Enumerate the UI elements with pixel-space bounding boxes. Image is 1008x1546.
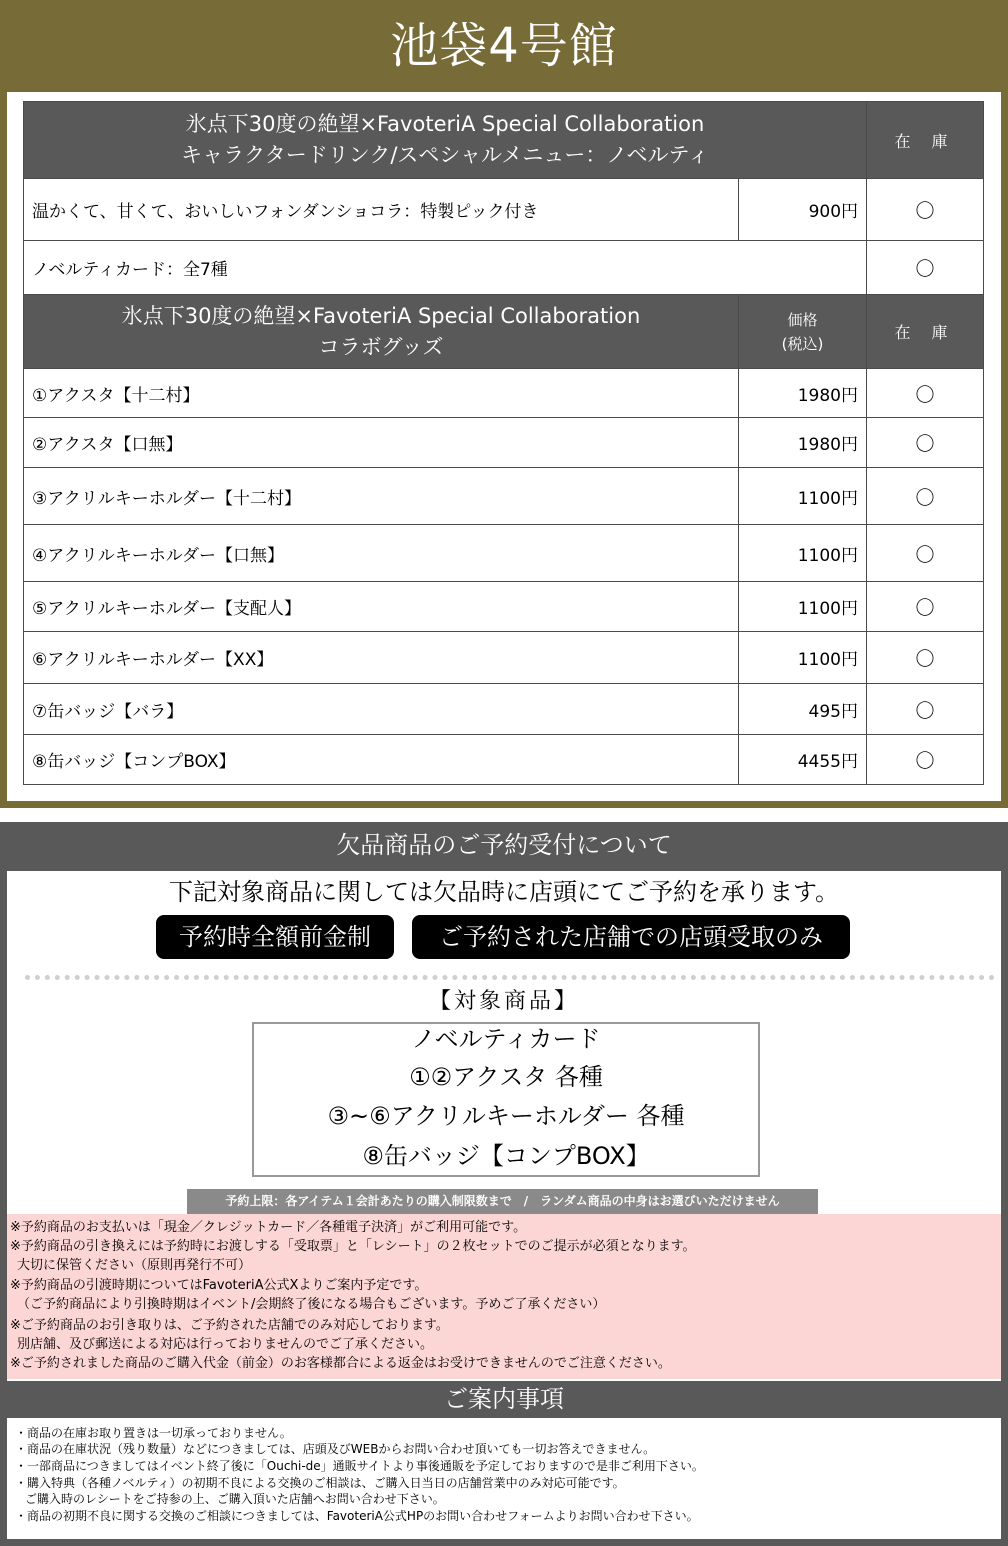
- item-name: ①アクスタ【十二村】: [24, 369, 739, 418]
- note-line: ※予約商品の引渡時期についてはFavoteriA公式Xよりご案内予定です。: [10, 1278, 428, 1293]
- note-line: 別店舗、及び郵送による対応は行っておりませんのでご了承ください。: [17, 1337, 434, 1352]
- note-line: ※ご予約されました商品のご購入代金（前金）のお客様都合による返金はお受けできませんのでご注意ください。: [10, 1356, 671, 1371]
- item-name: ⑥アクリルキーホルダー【XX】: [24, 632, 739, 684]
- stock-mark: 〇: [867, 468, 984, 525]
- list-item: ①②アクスタ 各種: [409, 1063, 603, 1091]
- stock-mark: 〇: [867, 582, 984, 632]
- goods-table: [23, 294, 984, 785]
- table-row: [24, 241, 984, 295]
- reservation-heading: 欠品商品のご予約受付について: [336, 831, 672, 859]
- table-row: [24, 632, 984, 684]
- note-line: ※ご予約商品のお引き取りは、ご予約された店舗でのみ対応しております。: [10, 1318, 449, 1333]
- item-price: 900円: [739, 179, 867, 241]
- guide-line: ・商品の在庫状況（残り数量）などにつきましては、店頭及びWEBからお問い合わせ頂いても一切お答えできません。: [15, 1442, 656, 1456]
- item-name: ⑧缶バッジ【コンプBOX】: [24, 735, 739, 785]
- item-price: 1100円: [739, 525, 867, 582]
- table-row: [24, 684, 984, 735]
- table-row: [24, 468, 984, 525]
- reservation-notes: [7, 1214, 1001, 1379]
- guide-line: ・購入特典（各種ノベルティ）の初期不良による交換のご相談は、ご購入日当日の店舗営業中のみ対応可能です。: [15, 1476, 625, 1490]
- reservation-panel: [0, 822, 1008, 1546]
- stock-column-header: 在 庫: [867, 102, 984, 179]
- stock-tables-area: [7, 92, 1001, 801]
- target-heading: 【対象商品】: [428, 989, 579, 1014]
- guide-line: ご購入時のレシートをご持参の上、ご購入頂いた店舗へお問い合わせ下さい。: [25, 1492, 445, 1506]
- dotted-divider: [25, 975, 995, 980]
- list-item: ⑧缶バッジ【コンプBOX】: [362, 1142, 650, 1170]
- item-name: ②アクスタ【口無】: [24, 418, 739, 468]
- guide-body: [7, 1418, 1001, 1539]
- drink-header-line2: キャラクタードリンク/スペシャルメニュー：ノベルティ: [181, 143, 709, 167]
- item-price: 1100円: [739, 632, 867, 684]
- item-price: 1100円: [739, 468, 867, 525]
- stock-mark: 〇: [867, 418, 984, 468]
- item-price: 4455円: [739, 735, 867, 785]
- item-name: ⑤アクリルキーホルダー【支配人】: [24, 582, 739, 632]
- table-row: [24, 418, 984, 468]
- note-line: ※予約商品の引き換えには予約時にお渡しする「受取票」と「レシート」の２枚セットでのご提示が必須となります。: [10, 1239, 696, 1254]
- guide-heading: ご案内事項: [444, 1385, 564, 1413]
- stock-mark: 〇: [867, 369, 984, 418]
- stock-mark: 〇: [867, 525, 984, 582]
- item-name: ⑦缶バッジ【バラ】: [24, 684, 739, 735]
- drink-header-line1: 氷点下30度の絶望×FavoteriA Special Collaboration: [185, 112, 705, 136]
- item-price: 1980円: [739, 369, 867, 418]
- stock-mark: 〇: [867, 735, 984, 785]
- table-row: [24, 582, 984, 632]
- guide-line: ・商品の初期不良に関する交換のご相談につきましては、FavoteriA公式HPのお問い合わせフォームよりお問い合わせ下さい。: [15, 1509, 699, 1523]
- item-price: 1980円: [739, 418, 867, 468]
- stock-mark: 〇: [867, 684, 984, 735]
- target-list: [252, 1022, 760, 1177]
- list-item: ノベルティカード: [411, 1025, 601, 1053]
- goods-table-header: [24, 295, 739, 369]
- price-header-line1: 価格: [787, 310, 818, 329]
- item-price: 495円: [739, 684, 867, 735]
- item-name: ノベルティカード：全7種: [24, 241, 867, 295]
- note-line: ※予約商品のお支払いは「現金／クレジットカード／各種電子決済」がご利用可能です。: [10, 1220, 527, 1235]
- table-row: [24, 369, 984, 418]
- reservation-intro: 下記対象商品に関しては欠品時に店頭にてご予約を承ります。: [168, 878, 840, 906]
- item-name: 温かくて、甘くて、おいしいフォンダンショコラ：特製ピック付き: [24, 179, 739, 241]
- pickup-badge: ご予約された店舗での店頭受取のみ: [412, 915, 850, 959]
- reservation-body: [7, 871, 1001, 1381]
- stock-mark: 〇: [867, 241, 984, 295]
- table-row: [24, 735, 984, 785]
- note-line: 大切に保管ください（原則再発行不可）: [17, 1258, 252, 1273]
- stock-mark: 〇: [867, 632, 984, 684]
- prepayment-badge: 予約時全額前金制: [156, 915, 394, 959]
- table-row: [24, 525, 984, 582]
- note-line: （ご予約商品により引換時期はイベント/会期終了後になる場合もございます。予めご了承ください）: [17, 1297, 606, 1312]
- item-name: ③アクリルキーホルダー【十二村】: [24, 468, 739, 525]
- drink-novelty-table: [23, 101, 984, 295]
- item-price: 1100円: [739, 582, 867, 632]
- guide-line: ・一部商品につきましてはイベント終了後に「Ouchi-de」通販サイトより事後通販を予定しておりますので是非ご利用下さい。: [15, 1459, 704, 1473]
- table-row: [24, 179, 984, 241]
- list-item: ③~⑥アクリルキーホルダー 各種: [327, 1102, 685, 1130]
- purchase-limit-note: 予約上限：各アイテム１会計あたりの購入制限数まで / ランダム商品の中身はお選びいただけません: [187, 1189, 818, 1214]
- store-title: 池袋4号館: [390, 18, 618, 74]
- stock-column-header: 在 庫: [867, 295, 984, 369]
- price-header-line2: (税込): [781, 334, 824, 353]
- goods-header-line2: コラボグッズ: [318, 334, 444, 359]
- guide-line: ・商品の在庫お取り置きは一切承っておりません。: [15, 1426, 292, 1440]
- goods-header-line1: 氷点下30度の絶望×FavoteriA Special Collaboration: [121, 303, 641, 328]
- price-column-header: [739, 295, 867, 369]
- item-name: ④アクリルキーホルダー【口無】: [24, 525, 739, 582]
- drink-table-header: [24, 102, 867, 179]
- stock-mark: 〇: [867, 179, 984, 241]
